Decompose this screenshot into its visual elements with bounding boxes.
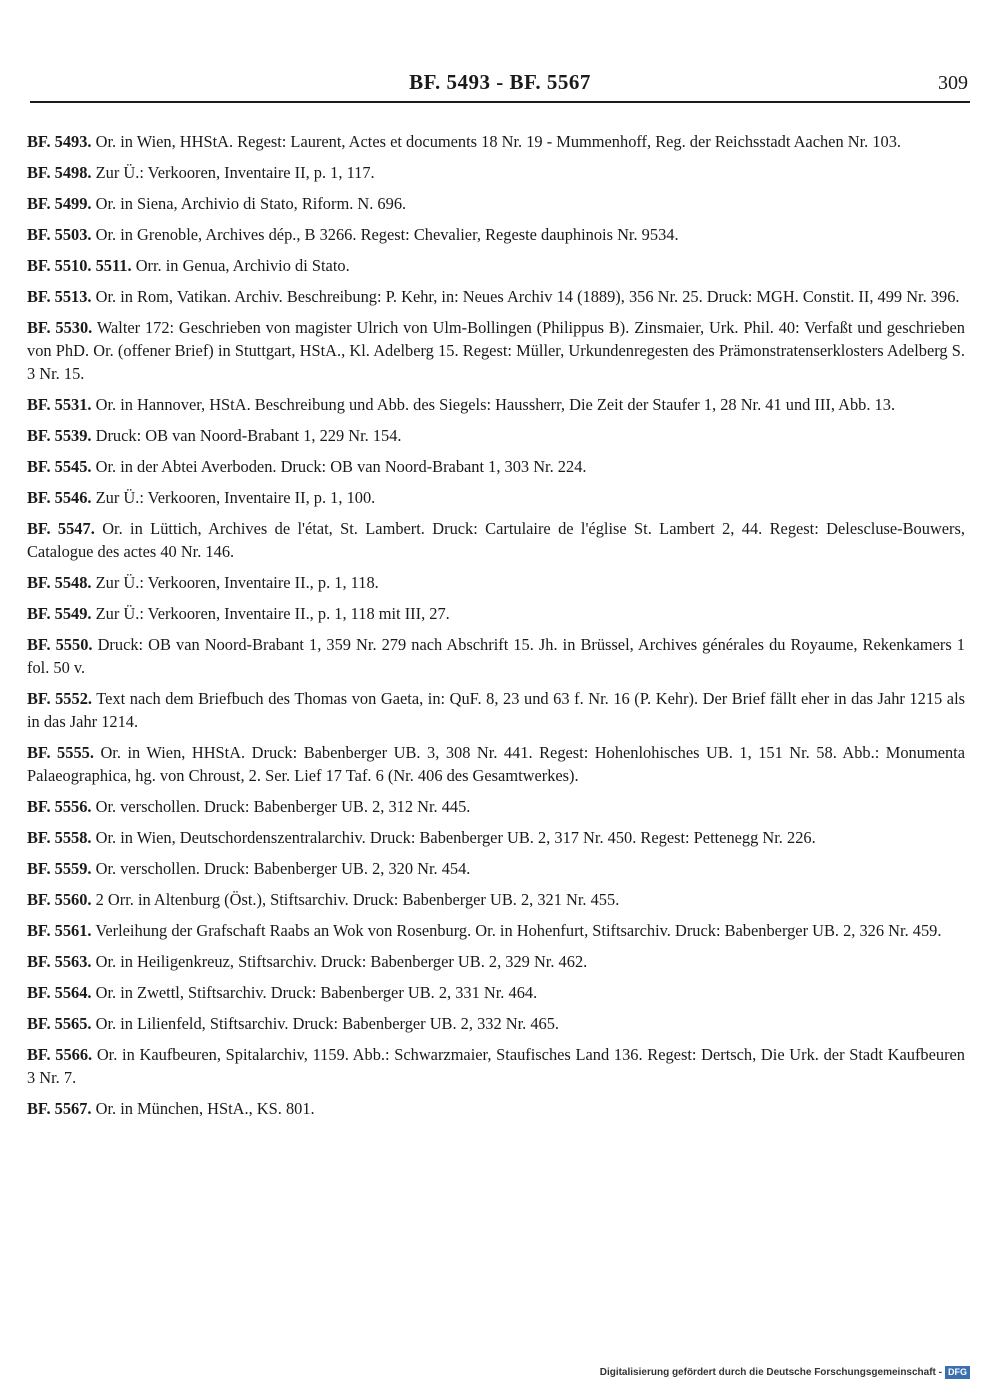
header-rule	[30, 101, 970, 103]
entry	[27, 223, 965, 246]
entry	[27, 571, 965, 594]
entry-id: BF. 5550.	[27, 635, 93, 654]
entry-text: Or. in Zwettl, Stiftsarchiv. Druck: Babenberger UB. 2, 331 Nr. 464.	[95, 983, 538, 1002]
entry-list	[27, 130, 965, 1128]
entry-text: Zur Ü.: Verkooren, Inventaire II, p. 1, 117.	[95, 163, 375, 182]
entry	[27, 192, 965, 215]
entry-id: BF. 5564.	[27, 983, 92, 1002]
page-number: 309	[938, 72, 968, 94]
entry-id: BF. 5556.	[27, 797, 92, 816]
entry-id: BF. 5545.	[27, 457, 92, 476]
entry	[27, 633, 965, 679]
entry-text: Walter 172: Geschrieben von magister Ulrich von Ulm-Bollingen (Philippus B). Zinsmaier, Urk. Phil. 40: Verfaßt und geschrieben von PhD. Or. (offener Brief) in Stuttgart, HStA., Kl. Adelberg 15. Regest: Müller, Urkundenregesten des Prämonstratenserklosters Adelberg S. 3 Nr. 15.	[27, 318, 965, 383]
entry-id: BF. 5563.	[27, 952, 92, 971]
footer-credit	[600, 1366, 970, 1379]
entry-text: Or. in Lilienfeld, Stiftsarchiv. Druck: Babenberger UB. 2, 332 Nr. 465.	[95, 1014, 560, 1033]
entry-text: Or. in Kaufbeuren, Spitalarchiv, 1159. Abb.: Schwarzmaier, Staufisches Land 136. Regest: Dertsch, Die Urk. der Stadt Kaufbeuren 3 Nr. 7.	[27, 1045, 965, 1087]
entry-text: Or. in Lüttich, Archives de l'état, St. Lambert. Druck: Cartulaire de l'église St. Lambert 2, 44. Regest: Delescluse-Bouwers, Catalogue des actes 40 Nr. 146.	[27, 519, 965, 561]
entry-text: Zur Ü.: Verkooren, Inventaire II., p. 1, 118 mit III, 27.	[95, 604, 450, 623]
entry	[27, 517, 965, 563]
entry-id: BF. 5530.	[27, 318, 93, 337]
entry-text: Or. in Heiligenkreuz, Stiftsarchiv. Druck: Babenberger UB. 2, 329 Nr. 462.	[95, 952, 588, 971]
entry-text: Or. in München, HStA., KS. 801.	[95, 1099, 315, 1118]
entry-text: Orr. in Genua, Archivio di Stato.	[135, 256, 350, 275]
page-header	[30, 66, 970, 104]
entry-text: Zur Ü.: Verkooren, Inventaire II., p. 1, 118.	[95, 573, 379, 592]
entry-id: BF. 5493.	[27, 132, 92, 151]
entry-id: BF. 5549.	[27, 604, 92, 623]
entry-id: BF. 5546.	[27, 488, 92, 507]
entry-text: Zur Ü.: Verkooren, Inventaire II, p. 1, 100.	[95, 488, 376, 507]
entry-id: BF. 5561.	[27, 921, 92, 940]
entry	[27, 161, 965, 184]
entry-id: BF. 5548.	[27, 573, 92, 592]
entry-text: Druck: OB van Noord-Brabant 1, 359 Nr. 279 nach Abschrift 15. Jh. in Brüssel, Archives générales du Royaume, Rekenkamers 1 fol. 50 v.	[27, 635, 966, 677]
entry	[27, 981, 965, 1004]
entry-text: Or. in der Abtei Averboden. Druck: OB van Noord-Brabant 1, 303 Nr. 224.	[95, 457, 587, 476]
dfg-logo: DFG	[945, 1366, 970, 1379]
entry-text: Verleihung der Grafschaft Raabs an Wok von Rosenburg. Or. in Hohenfurt, Stiftsarchiv. Druck: Babenberger UB. 2, 326 Nr. 459.	[95, 921, 942, 940]
entry	[27, 316, 965, 385]
entry	[27, 1043, 965, 1089]
entry	[27, 826, 965, 849]
entry	[27, 424, 965, 447]
entry	[27, 741, 965, 787]
entry-text: Or. verschollen. Druck: Babenberger UB. 2, 320 Nr. 454.	[95, 859, 471, 878]
entry	[27, 687, 965, 733]
entry-id: BF. 5539.	[27, 426, 92, 445]
entry-id: BF. 5565.	[27, 1014, 92, 1033]
entry	[27, 919, 965, 942]
entry	[27, 1012, 965, 1035]
entry-id: BF. 5567.	[27, 1099, 92, 1118]
entry-id: BF. 5558.	[27, 828, 92, 847]
entry-text: Or. in Rom, Vatikan. Archiv. Beschreibung: P. Kehr, in: Neues Archiv 14 (1889), 356 Nr. 25. Druck: MGH. Constit. II, 499 Nr. 396.	[95, 287, 960, 306]
entry-id: BF. 5547.	[27, 519, 95, 538]
running-title: BF. 5493 - BF. 5567	[409, 70, 591, 94]
entry-text: Or. in Wien, HHStA. Druck: Babenberger UB. 3, 308 Nr. 441. Regest: Hohenlohisches UB. 1, 151 Nr. 58. Abb.: Monumenta Palaeographica, hg. von Chroust, 2. Ser. Lief 17 Taf. 6 (Nr. 406 des Gesamtwerkes).	[27, 743, 965, 785]
entry	[27, 1097, 965, 1120]
entry	[27, 254, 965, 277]
entry	[27, 857, 965, 880]
entry	[27, 795, 965, 818]
entry	[27, 393, 965, 416]
entry-id: BF. 5498.	[27, 163, 92, 182]
entry-id: BF. 5560.	[27, 890, 92, 909]
entry-id: BF. 5499.	[27, 194, 92, 213]
entry-text: Or. in Wien, Deutschordenszentralarchiv. Druck: Babenberger UB. 2, 317 Nr. 450. Regest: Pettenegg Nr. 226.	[95, 828, 816, 847]
entry	[27, 130, 965, 153]
entry-id: BF. 5513.	[27, 287, 92, 306]
entry-id: BF. 5566.	[27, 1045, 93, 1064]
entry-text: Or. in Siena, Archivio di Stato, Riform. N. 696.	[95, 194, 407, 213]
entry-text: Or. in Wien, HHStA. Regest: Laurent, Actes et documents 18 Nr. 19 - Mummenhoff, Reg. der Reichsstadt Aachen Nr. 103.	[95, 132, 902, 151]
footer-text: Digitalisierung gefördert durch die Deutsche Forschungsgemeinschaft -	[599, 1367, 942, 1378]
entry	[27, 486, 965, 509]
entry-text: 2 Orr. in Altenburg (Öst.), Stiftsarchiv. Druck: Babenberger UB. 2, 321 Nr. 455.	[95, 890, 620, 909]
entry-text: Or. in Hannover, HStA. Beschreibung und Abb. des Siegels: Haussherr, Die Zeit der Staufer 1, 28 Nr. 41 und III, Abb. 13.	[95, 395, 896, 414]
entry-text: Text nach dem Briefbuch des Thomas von Gaeta, in: QuF. 8, 23 und 63 f. Nr. 16 (P. Kehr). Der Brief fällt eher in das Jahr 1215 als in das Jahr 1214.	[27, 689, 966, 731]
entry-id: BF. 5503.	[27, 225, 92, 244]
entry-id: BF. 5555.	[27, 743, 94, 762]
entry	[27, 602, 965, 625]
entry-text: Or. in Grenoble, Archives dép., B 3266. Regest: Chevalier, Regeste dauphinois Nr. 9534.	[95, 225, 679, 244]
entry	[27, 455, 965, 478]
entry	[27, 888, 965, 911]
entry	[27, 285, 965, 308]
entry-id: BF. 5559.	[27, 859, 92, 878]
entry-text: Druck: OB van Noord-Brabant 1, 229 Nr. 154.	[95, 426, 402, 445]
entry-id: BF. 5552.	[27, 689, 92, 708]
entry	[27, 950, 965, 973]
entry-id: BF. 5510. 5511.	[27, 256, 132, 275]
entry-id: BF. 5531.	[27, 395, 92, 414]
entry-text: Or. verschollen. Druck: Babenberger UB. 2, 312 Nr. 445.	[95, 797, 471, 816]
